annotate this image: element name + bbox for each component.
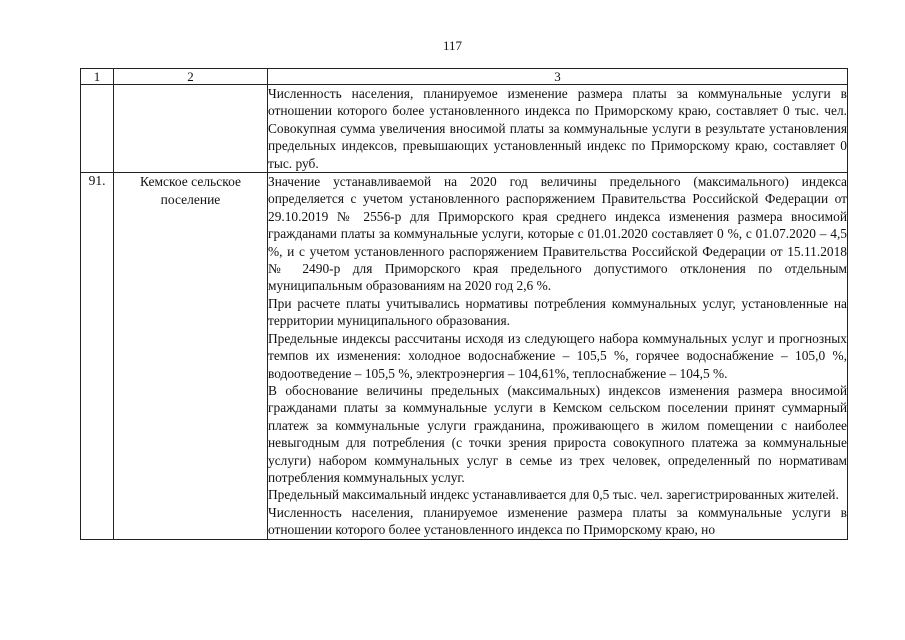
paragraph: Численность населения, планируемое изменение размера платы за коммунальные услуги в отношении которого более установленного индекса по Приморскому краю, составляет 0 тыс. чел. Совокупная сумма увеличения вносимой платы за коммунальные услуги в результате установления предельных индексов, превышающих установленный индекс по Приморскому краю, составляет 0 тыс. руб. (268, 86, 847, 171)
paragraph: Численность населения, планируемое изменение размера платы за коммунальные услуги в отношении которого более установленного индекса по Приморскому краю, но (268, 504, 847, 538)
column-header-2: 2 (114, 69, 268, 85)
column-header-3: 3 (268, 69, 848, 85)
table-row (81, 173, 848, 540)
paragraph: Предельный максимальный индекс устанавливается для 0,5 тыс. чел. зарегистрированных жителей. (268, 487, 839, 503)
row-number-cell: 91. (81, 173, 114, 540)
row-number-cell (81, 85, 114, 173)
document-table (80, 68, 848, 540)
municipality-name-cell (114, 85, 268, 173)
column-header-1: 1 (81, 69, 114, 85)
description-cell (268, 85, 848, 173)
paragraph: Значение устанавливаемой на 2020 год величины предельного (максимального) индекса определяется с учетом установленного распоряжением Правительства Российской Федерации от 29.10.2019 № 2556-р для Приморского края среднего индекса изменения размера вносимой гражданами платы за коммунальные услуги, которые с 01.01.2020 составляет 0 %, с 01.07.2020 – 4,5 %, и с учетом установленного распоряжением Правительства Российской Федерации от 15.11.2018 № 2490-р для Приморского края предельного допустимого отклонения по отдельным муниципальным образованиям на 2020 год 2,6 %. (268, 174, 847, 294)
table-row (81, 85, 848, 173)
paragraph: При расчете платы учитывались нормативы потребления коммунальных услуг, установленные на территории муниципального образования. (268, 295, 847, 329)
paragraph: В обоснование величины предельных (максимальных) индексов изменения размера вносимой гражданами платы за коммунальные услуги в Кемском сельском поселении принят суммарный платеж за коммунальные услуги гражданина, проживающего в жилом помещении с наиболее невыгодным для потребления (с точки зрения прироста совокупного платежа за коммунальные услуги) набором коммунальных услуг в семье из трех человек, определенный по нормативам потребления коммунальных услуг. (268, 382, 847, 485)
table-header-row (81, 69, 848, 85)
page-number: 117 (442, 38, 463, 53)
municipality-name-cell: Кемское сельское поселение (114, 173, 268, 540)
paragraph: Предельные индексы рассчитаны исходя из следующего набора коммунальных услуг и прогнозных темпов их изменения: холодное водоснабжение – 105,5 %, горячее водоснабжение – 105,0 %, водоотведение – 105,5 %, электроэнергия – 104,61%, теплоснабжение – 104,5 %. (268, 330, 847, 381)
description-cell (268, 173, 848, 540)
